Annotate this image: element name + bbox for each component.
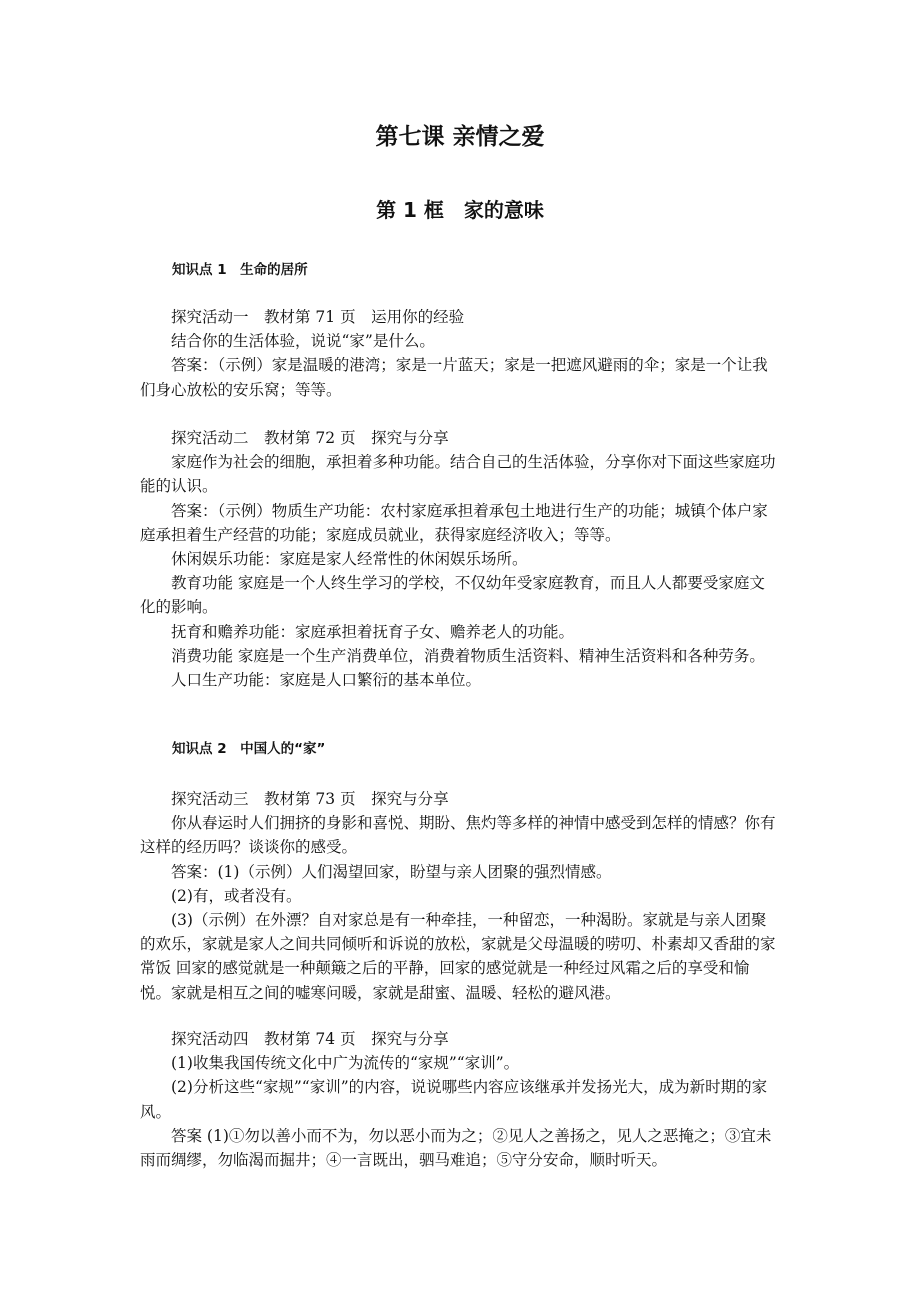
activity-3 [140,787,780,1005]
paragraph: 教育功能 家庭是一个人终生学习的学校，不仅幼年受家庭教育，而且人人都要受家庭文化的影响。 [140,574,765,617]
lesson-title: 第七课 亲情之爱 [375,124,545,150]
paragraph: 结合你的生活体验，说说“家”是什么。 [171,332,435,351]
activity-2 [140,426,780,692]
activity-heading: 探究活动二 教材第 72 页 探究与分享 [171,429,449,447]
paragraph: 休闲娱乐功能：家庭是家人经常性的休闲娱乐场所。 [171,550,528,569]
paragraph: 抚育和赡养功能：家庭承担着抚育子女、赡养老人的功能。 [171,622,575,641]
paragraph: 家庭作为社会的细胞，承担着多种功能。结合自己的生活体验，分享你对下面这些家庭功能的认识。 [140,453,776,496]
paragraph: 消费功能 家庭是一个生产消费单位，消费着物质生活资料、精神生活资料和各种劳务。 [171,646,765,665]
paragraph: (3)（示例）在外漂？自对家总是有一种牵挂，一种留恋，一种渴盼。家就是与亲人团聚的欢乐，家就是家人之间共同倾听和诉说的放松，家就是父母温暖的唠叨、朴素却又香甜的家常饭 回家的感觉就是一种颠簸之后的平静，回家的感觉就是一种经过风霜之后的享受和愉悦。家就是相互之间的嘘寒问暖，家就是甜蜜、温暖、轻松的避风港。 [140,911,776,1002]
answer-paragraph: 答案：（示例）家是温暖的港湾；家是一片蓝天；家是一把遮风避雨的伞；家是一个让我们身心放松的安乐窝；等等。 [140,356,768,399]
answer-paragraph: 答案：(1)（示例）人们渴望回家，盼望与亲人团聚的强烈情感。 [171,862,612,881]
answer-paragraph: 答案 (1)①勿以善小而不为，勿以恶小而为之；②见人之善扬之，见人之恶掩之；③宜未雨而绸缪，勿临渴而掘井；④一言既出，驷马难追；⑤守分安命，顺时听天。 [140,1126,772,1170]
paragraph: 人口生产功能：家庭是人口繁衍的基本单位。 [171,671,482,690]
knowledge-point-1 [140,258,780,282]
paragraph: (2)分析这些“家规”“家训”的内容，说说哪些内容应该继承并发扬光大，成为新时期的家风。 [140,1078,768,1121]
knowledge-point-heading: 知识点 2 中国人的“家” [172,741,326,757]
section-subtitle: 第 1 框 家的意味 [376,198,544,222]
paragraph: (1)收集我国传统文化中广为流传的“家规”“家训”。 [171,1054,520,1073]
activity-1 [140,305,780,402]
activity-heading: 探究活动一 教材第 71 页 运用你的经验 [171,308,465,326]
knowledge-point-heading: 知识点 1 生命的居所 [172,262,308,278]
activity-heading: 探究活动三 教材第 73 页 探究与分享 [171,790,449,808]
paragraph: (2)有，或者没有。 [171,886,302,905]
knowledge-point-2 [140,737,780,761]
paragraph: 你从春运时人们拥挤的身影和喜悦、期盼、焦灼等多样的神情中感受到怎样的情感？你有这样的经历吗？谈谈你的感受。 [140,814,776,857]
activity-4 [140,1027,780,1172]
activity-heading: 探究活动四 教材第 74 页 探究与分享 [171,1030,449,1048]
answer-paragraph: 答案：（示例）物质生产功能：农村家庭承担着承包土地进行生产的功能；城镇个体户家庭承担着生产经营的功能；家庭成员就业，获得家庭经济收入；等等。 [140,501,768,544]
